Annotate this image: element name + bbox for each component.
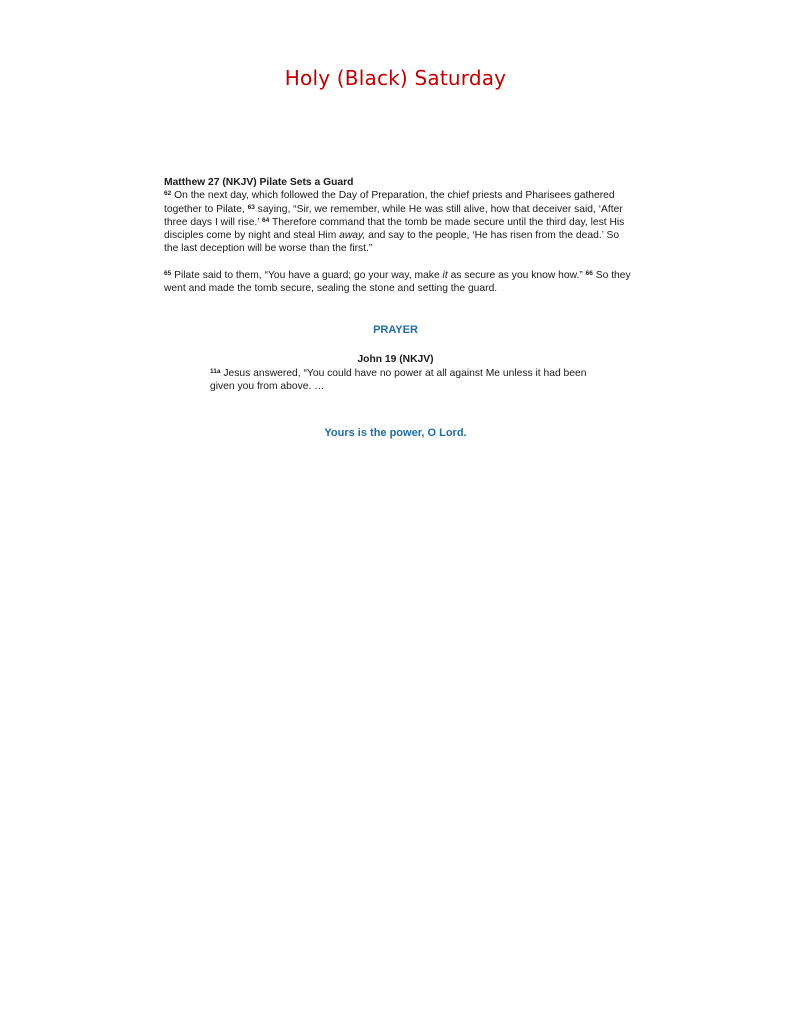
verse-number-11a: 11a [210,368,221,375]
john-verse-text: Jesus answered, “You could have no power at all against Me unless it had been given you from above. … [210,368,587,393]
verse-63-text: saying, “Sir, we remember, while He was still alive, how that deceiver said, ‘After three days I will rise.’ [164,203,623,228]
verse-number-66: 66 [585,269,593,277]
john-passage-heading: John 19 (NKJV) [357,354,434,365]
scripture-passage [164,176,634,295]
passage-paragraph-1 [164,189,634,255]
john-verse [210,367,590,394]
page-title: Holy (Black) Saturday [284,66,507,90]
verse-65-text-a: Pilate said to them, “You have a guard; go your way, make [171,269,443,281]
closing-line: Yours is the power, O Lord. [324,427,467,439]
passage-paragraph-2 [164,269,634,296]
verse-64-text-b: and say to the people, ‘He has risen from the dead.’ So the last deception will be worse than the first.” [164,230,620,255]
verse-64-text-a: Therefore command that the tomb be made secure until the third day, lest His disciples come by night and steal Him [164,216,625,242]
passage-heading: Matthew 27 (NKJV) Pilate Sets a Guard [164,177,354,188]
verse-number-63: 63 [247,203,255,211]
verse-65-text-b: as secure as you know how.” [447,269,586,281]
verse-number-62: 62 [164,190,172,198]
verse-64-italic: away, [339,230,366,242]
verse-66-text: So they went and made the tomb secure, sealing the stone and setting the guard. [164,269,631,295]
verse-number-64: 64 [262,216,270,224]
prayer-heading: PRAYER [373,324,418,336]
verse-62-text: On the next day, which followed the Day of Preparation, the chief priests and Pharisees gathered together to Pilate, [164,190,615,215]
verse-number-65: 65 [164,269,172,277]
verse-65-italic: it [442,269,448,281]
